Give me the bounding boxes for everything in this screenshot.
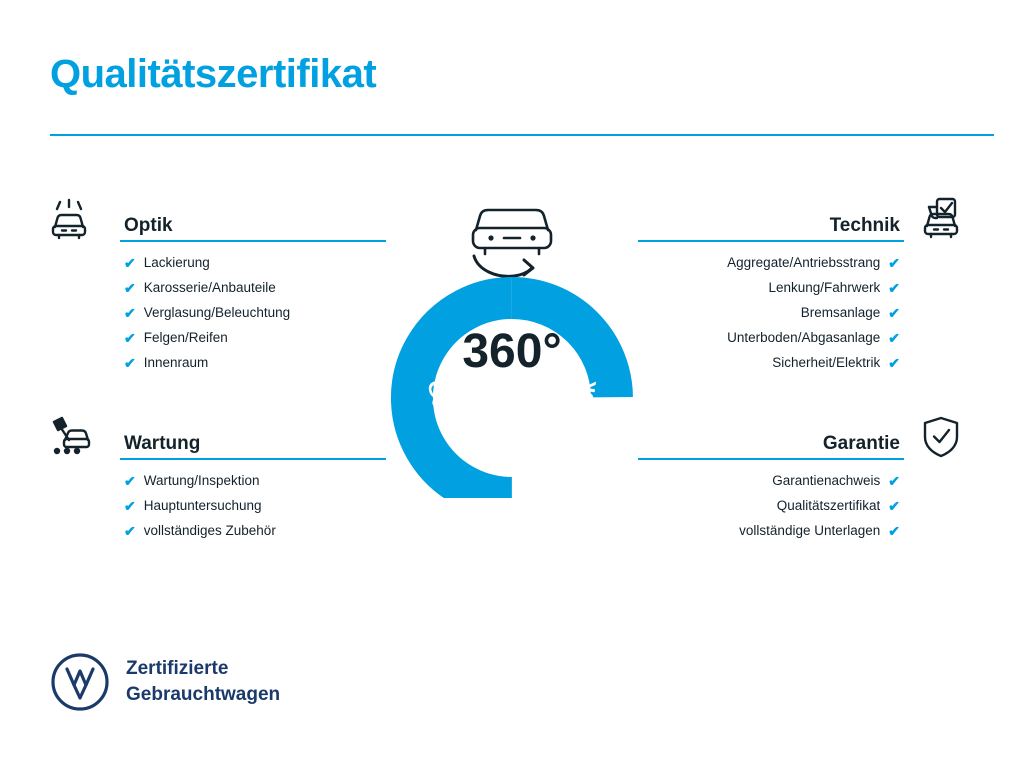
- section-technik-title: Technik: [829, 215, 900, 236]
- list-item-label: Bremsanlage: [800, 305, 881, 321]
- check-icon: ✔: [888, 305, 900, 321]
- check-icon: ✔: [124, 330, 136, 346]
- list-item: [638, 331, 900, 345]
- left-column: [46, 196, 386, 549]
- list-item: [638, 356, 900, 370]
- check-icon: ✔: [888, 498, 900, 514]
- section-technik-header: [638, 196, 978, 242]
- section-technik-items: [638, 256, 978, 370]
- section-optik-divider: [120, 240, 386, 242]
- footer-text: [126, 656, 280, 707]
- list-item: [638, 256, 900, 270]
- list-item-label: vollständige Unterlagen: [739, 523, 881, 539]
- list-item-label: Garantienachweis: [772, 473, 881, 489]
- section-garantie-header: [638, 414, 978, 460]
- section-garantie-divider: [638, 458, 904, 460]
- check-icon: ✔: [124, 473, 136, 489]
- check-icon: ✔: [888, 355, 900, 371]
- center-badge: [378, 196, 646, 496]
- car-check-icon: [904, 196, 978, 242]
- list-item-label: Hauptuntersuchung: [143, 498, 262, 514]
- badge-degrees: 360°: [462, 325, 562, 378]
- car-lift-icon: [46, 414, 120, 460]
- section-wartung-title: Wartung: [124, 433, 201, 454]
- list-item: [638, 281, 900, 295]
- list-item: [124, 256, 386, 270]
- list-item: [638, 306, 900, 320]
- check-icon: ✔: [124, 355, 136, 371]
- right-column: [638, 196, 978, 549]
- section-wartung: [46, 414, 386, 538]
- section-optik: [46, 196, 386, 370]
- section-technik: [638, 196, 978, 370]
- section-wartung-divider: [120, 458, 386, 460]
- check-icon: ✔: [888, 330, 900, 346]
- section-optik-header: [46, 196, 386, 242]
- list-item-label: vollständiges Zubehör: [143, 523, 276, 539]
- list-item-label: Lenkung/Fahrwerk: [768, 280, 881, 296]
- list-item-label: Unterboden/Abgasanlage: [727, 330, 881, 346]
- section-wartung-items: [46, 474, 386, 538]
- section-garantie-title: Garantie: [822, 433, 900, 454]
- list-item-label: Innenraum: [143, 355, 209, 371]
- list-item-label: Karosserie/Anbauteile: [143, 280, 276, 296]
- list-item-label: Aggregate/Antriebsstrang: [727, 255, 881, 271]
- section-garantie: [638, 414, 978, 538]
- footer-brand: [50, 652, 280, 712]
- footer-line-1: Zertifizierte: [126, 658, 229, 680]
- section-wartung-header: [46, 414, 386, 460]
- list-item-label: Sicherheit/Elektrik: [772, 355, 881, 371]
- section-technik-divider: [638, 240, 904, 242]
- vw-logo: [50, 652, 110, 712]
- list-item-label: Felgen/Reifen: [143, 330, 228, 346]
- list-item: [124, 356, 386, 370]
- list-item: [124, 331, 386, 345]
- check-icon: ✔: [124, 523, 136, 539]
- section-optik-items: [46, 256, 386, 370]
- list-item: [638, 474, 900, 488]
- shield-check-icon: [904, 414, 978, 460]
- badge-arc-text: Gebrauchtwagen-Check: [422, 378, 601, 466]
- check-icon: ✔: [888, 280, 900, 296]
- list-item: [124, 306, 386, 320]
- check-icon: ✔: [888, 523, 900, 539]
- check-icon: ✔: [124, 498, 136, 514]
- check-icon: ✔: [888, 255, 900, 271]
- list-item: [124, 524, 386, 538]
- check-icon: ✔: [124, 305, 136, 321]
- footer-line-2: Gebrauchtwagen: [126, 684, 281, 705]
- list-item-label: Lackierung: [143, 255, 210, 271]
- list-item-label: Wartung/Inspektion: [143, 473, 260, 489]
- check-icon: ✔: [124, 255, 136, 271]
- list-item: [124, 474, 386, 488]
- check-icon: ✔: [888, 473, 900, 489]
- list-item: [638, 499, 900, 513]
- list-item: [638, 524, 900, 538]
- page-title: Qualitätszertifikat: [50, 52, 377, 96]
- section-garantie-items: [638, 474, 978, 538]
- title-divider: [50, 134, 994, 136]
- list-item-label: Qualitätszertifikat: [776, 498, 881, 514]
- section-optik-title: Optik: [124, 215, 173, 236]
- list-item: [124, 281, 386, 295]
- check-icon: ✔: [124, 280, 136, 296]
- list-item-label: Verglasung/Beleuchtung: [143, 305, 291, 321]
- list-item: [124, 499, 386, 513]
- car-polish-icon: [46, 196, 120, 242]
